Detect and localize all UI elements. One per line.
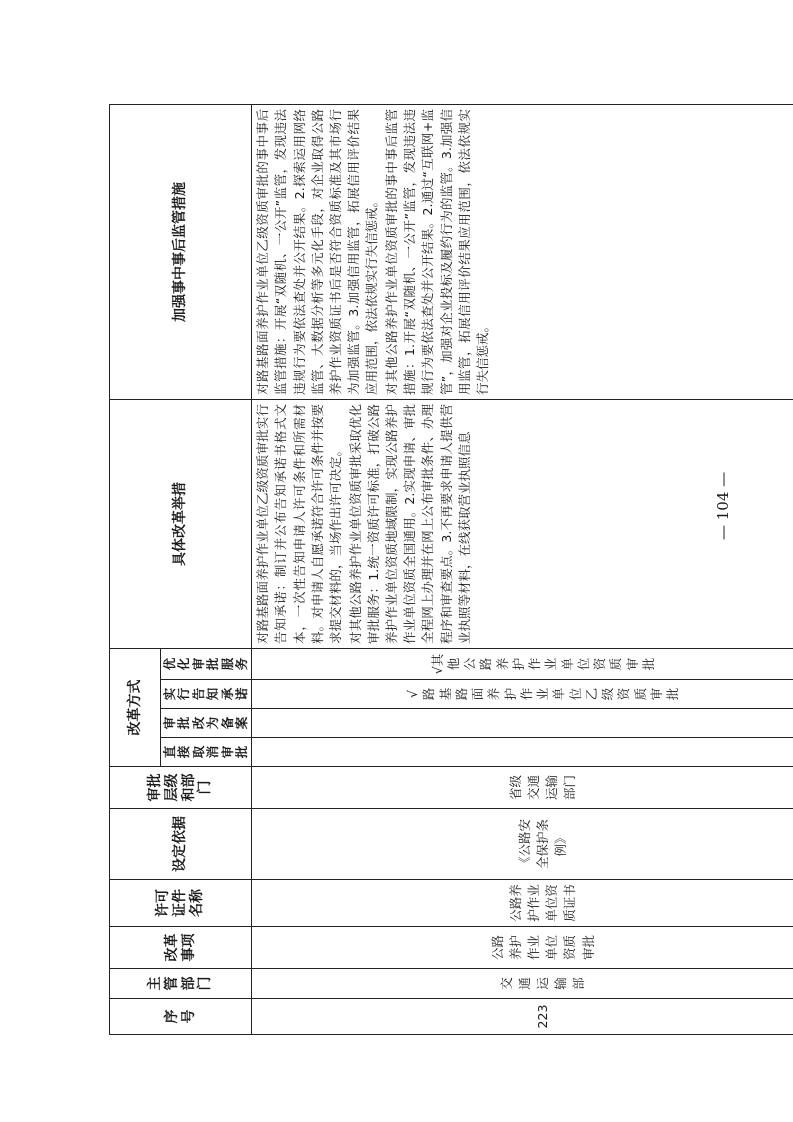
header-mode-cancel: 直接取消审批 xyxy=(161,738,252,767)
cell-dept: 交通运输部 xyxy=(252,969,793,999)
cell-license: 公路养护作业单位资质证书 xyxy=(252,880,793,927)
notify-scope-text: 路基路面养护作业单位乙级资质审批 xyxy=(421,687,681,701)
cell-basis: 《公路安全保护条例》 xyxy=(252,809,793,880)
header-dept: 主管部门 xyxy=(110,969,252,999)
header-measures: 具体改革举措 xyxy=(110,400,252,649)
header-supervision: 加强事中事后监管措施 xyxy=(110,105,252,400)
cell-mode-notify xyxy=(252,680,793,709)
header-mode-record: 审批改为备案 xyxy=(161,709,252,738)
supervision-optimize-paragraph: 对其他公路养护作业单位资质审批的事中事后监管措施：1.开展“双随机、一公开”监管，发现违法违规行为要依法查处并公开结果。2.通过“互联网+监管”，加强对企业投标及履约行为的监管。3.加强信用监管，拓展信用评价结果应用范围，依法依规实行失信惩戒。 xyxy=(384,109,490,395)
cell-mode-cancel xyxy=(252,738,793,767)
cell-mode-optimize xyxy=(252,649,793,680)
optimize-scope-text: 其他公路养护作业单位资质审批 xyxy=(429,653,656,671)
measure-notify-paragraph: 对路基路面养护作业单位乙级资质审批实行告知承诺：制订并公布告知承诺书格式文本，一次性告知申请人许可条件和所需材料。对申请人自愿承诺符合许可条件并按要求提交材料的，当场作出许可决定。 xyxy=(255,404,343,644)
notify-check-mark: √ xyxy=(405,690,421,698)
header-basis: 设定依据 xyxy=(110,809,252,880)
measure-optimize-paragraph: 对其他公路养护作业单位资质审批采取优化审批服务：1.统一资质许可标准，打破公路养护作业单位资质地域限制，实现公路养护作业单位资质全国通用。2.实现申请、审批全程网上办理并在网上公布审批条件、办理程序和审查要点。3.不再要求申请人提供营业执照等材料，在线获取营业执照信息 xyxy=(347,404,472,644)
optimize-check-mark: √ xyxy=(429,666,445,675)
rotated-table-container xyxy=(109,105,788,1035)
cell-mode-record xyxy=(252,709,793,738)
header-mode: 改革方式 xyxy=(110,649,161,767)
supervision-notify-paragraph: 对路基路面养护作业单位乙级资质审批的事中事后监管措施：开展“双随机、一公开”监管，发现违法违规行为要依法查处并公开结果。2.探索运用网络监管、大数据分析等多元化手段，对企业取得公路养护作业资质证书后是否符合资质标准及其市场行为加强监管。3.加强信用监管，拓展信用评价结果应用范围，依法依规实行失信惩戒。 xyxy=(255,109,379,395)
header-mode-optimize: 优化审批服务 xyxy=(161,649,252,680)
header-level: 审批层级和部门 xyxy=(110,767,252,809)
cell-measures xyxy=(252,400,793,649)
header-license: 许可证件名称 xyxy=(110,880,252,927)
page-number xyxy=(714,471,754,600)
cell-supervision xyxy=(252,105,793,400)
header-item: 改革事项 xyxy=(110,927,252,969)
header-seq: 序号 xyxy=(110,999,252,1035)
cell-seq: 223 xyxy=(252,999,793,1035)
cell-item: 公路养护作业单位资质审批 xyxy=(252,927,793,969)
page-number-text: — 104 — xyxy=(714,471,732,540)
cell-level: 省级交通运输部门 xyxy=(252,767,793,809)
reform-table xyxy=(109,104,793,1035)
header-mode-notify: 实行告知承诺 xyxy=(161,680,252,709)
